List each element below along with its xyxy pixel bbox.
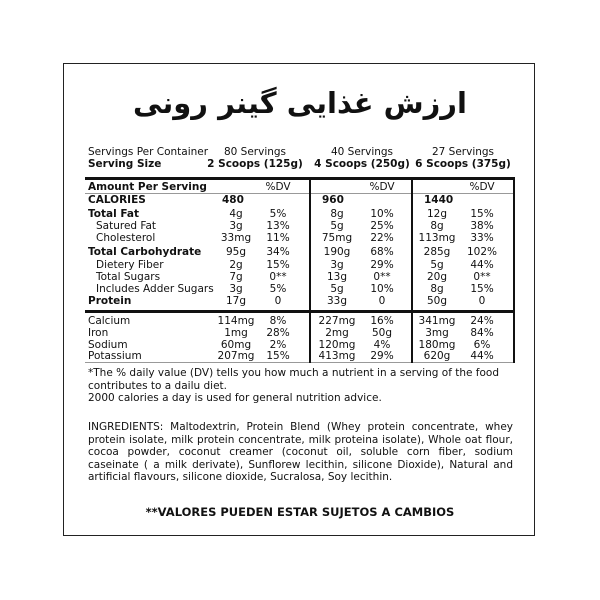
nutrient-dv: 33% xyxy=(470,232,494,244)
mineral-amount: 60mg xyxy=(220,339,252,351)
nutrient-dv: 34% xyxy=(266,246,290,258)
nutrient-amount: 13g xyxy=(326,271,348,283)
nutrient-amount: 8g xyxy=(430,283,444,295)
mineral-dv: 2% xyxy=(269,339,287,351)
nutrient-dv: 102% xyxy=(466,246,498,258)
mineral-dv: 50g xyxy=(371,327,393,339)
column-servings: 27 Servings xyxy=(431,146,495,158)
mineral-label: Calcium xyxy=(88,315,131,327)
nutrient-amount: 3g xyxy=(229,283,243,295)
nutrient-amount: 7g xyxy=(229,271,243,283)
nutrient-amount: 33g xyxy=(326,295,348,307)
nutrient-amount: 5g xyxy=(330,283,344,295)
nutrient-dv: 15% xyxy=(470,283,494,295)
mineral-dv: 8% xyxy=(269,315,287,327)
nutrient-dv: 15% xyxy=(470,208,494,220)
nutrient-dv: 13% xyxy=(266,220,290,232)
nutrient-amount: 5g xyxy=(330,220,344,232)
nutrient-amount: 33mg xyxy=(220,232,252,244)
nutrient-label: Dietery Fiber xyxy=(96,259,164,271)
dv-header: %DV xyxy=(369,181,395,193)
nutrient-dv: 68% xyxy=(370,246,394,258)
nutrient-dv: 25% xyxy=(370,220,394,232)
nutrient-amount: 4g xyxy=(229,208,243,220)
nutrient-amount: 95g xyxy=(225,246,247,258)
mineral-amount: 180mg xyxy=(418,339,456,351)
nutrient-dv: 44% xyxy=(470,259,494,271)
nutrient-label: Total Carbohydrate xyxy=(88,246,202,258)
nutrient-label: Satured Fat xyxy=(96,220,157,232)
mineral-dv: 16% xyxy=(370,315,394,327)
nutrient-dv: 5% xyxy=(269,208,287,220)
nutrient-dv: 38% xyxy=(470,220,494,232)
nutrient-amount: 190g xyxy=(323,246,351,258)
nutrient-label: Total Fat xyxy=(88,208,140,220)
nutrient-dv: 0 xyxy=(378,295,386,307)
nutrient-dv: 5% xyxy=(269,283,287,295)
nutrient-dv: 11% xyxy=(266,232,290,244)
footnote-dv: *The % daily value (DV) tells you how much a nutrient in a serving of the food contributes to a dailu diet. xyxy=(88,367,500,392)
nutrient-amount: 5g xyxy=(430,259,444,271)
mineral-amount: 413mg xyxy=(318,350,356,362)
nutrient-dv: 29% xyxy=(370,259,394,271)
nutrient-label: Includes Adder Sugars xyxy=(96,283,214,295)
nutrient-amount: 8g xyxy=(330,208,344,220)
column-servings: 80 Servings xyxy=(223,146,287,158)
column-serving-size: 2 Scoops (125g) xyxy=(207,158,303,170)
mineral-amount: 620g xyxy=(423,350,451,362)
mineral-dv: 28% xyxy=(266,327,290,339)
column-divider-3 xyxy=(513,178,515,363)
nutrient-amount: 17g xyxy=(225,295,247,307)
nutrient-dv: 0 xyxy=(274,295,282,307)
divider-bottom xyxy=(85,362,515,363)
nutrient-dv: 15% xyxy=(266,259,290,271)
nutrient-label: Cholesterol xyxy=(96,232,156,244)
column-serving-size: 4 Scoops (250g) xyxy=(314,158,410,170)
ingredients-text: INGREDIENTS: Maltodextrin, Protein Blend (Whey protein concentrate, whey protein isolate, milk protein concentrate, milk proteina isolate), Whole oat flour, cocoa powder, coconut creamer (coconut oil, soluble corn fiber, sodium caseinate ( a milk derivate), Sunflorew lecithin, silicone Dioxide), Natural and artificial flavours, silicone dioxide, Sucralosa, Soy lecithin. xyxy=(88,421,513,483)
nutrient-dv: 22% xyxy=(370,232,394,244)
mineral-dv: 84% xyxy=(470,327,494,339)
mineral-amount: 120mg xyxy=(318,339,356,351)
dv-header: %DV xyxy=(469,181,495,193)
nutrient-amount: 12g xyxy=(426,208,448,220)
nutrient-amount: 113mg xyxy=(418,232,456,244)
nutrient-dv: 10% xyxy=(370,208,394,220)
column-serving-size: 6 Scoops (375g) xyxy=(415,158,511,170)
serving-size-label: Serving Size xyxy=(88,158,162,170)
column-servings: 40 Servings xyxy=(330,146,394,158)
mineral-label: Iron xyxy=(88,327,109,339)
mineral-dv: 6% xyxy=(473,339,491,351)
nutrient-amount: 285g xyxy=(423,246,451,258)
nutrient-dv: 0** xyxy=(473,271,491,283)
servings-per-container-label: Servings Per Container xyxy=(88,146,209,158)
calories-label: CALORIES xyxy=(88,194,146,206)
calories-value: 960 xyxy=(322,194,344,206)
mineral-amount: 1mg xyxy=(224,327,248,339)
nutrient-amount: 2g xyxy=(229,259,243,271)
divider-header xyxy=(85,193,515,194)
mineral-amount: 227mg xyxy=(318,315,356,327)
nutrient-amount: 75mg xyxy=(321,232,353,244)
disclaimer: **VALORES PUEDEN ESTAR SUJETOS A CAMBIOS xyxy=(145,505,455,519)
amount-per-serving-label: Amount Per Serving xyxy=(88,181,207,193)
dv-header: %DV xyxy=(265,181,291,193)
divider-thick-mid xyxy=(85,310,515,313)
mineral-dv: 4% xyxy=(373,339,391,351)
mineral-label: Sodium xyxy=(88,339,128,351)
nutrient-dv: 0 xyxy=(478,295,486,307)
mineral-label: Potassium xyxy=(88,350,142,362)
mineral-dv: 24% xyxy=(470,315,494,327)
nutrient-amount: 50g xyxy=(426,295,448,307)
nutrient-dv: 0** xyxy=(269,271,287,283)
nutrient-dv: 0** xyxy=(373,271,391,283)
mineral-amount: 341mg xyxy=(418,315,456,327)
mineral-amount: 3mg xyxy=(425,327,449,339)
footnote-calories: 2000 calories a day is used for general nutrition advice. xyxy=(88,392,382,404)
nutrient-dv: 10% xyxy=(370,283,394,295)
mineral-amount: 207mg xyxy=(217,350,255,362)
nutrient-label: Protein xyxy=(88,295,132,307)
mineral-dv: 29% xyxy=(370,350,394,362)
mineral-dv: 15% xyxy=(266,350,290,362)
product-title: ارزش غذایی گینر رونی xyxy=(133,86,467,120)
nutrient-label: Total Sugars xyxy=(96,271,161,283)
nutrient-amount: 8g xyxy=(430,220,444,232)
nutrient-amount: 20g xyxy=(426,271,448,283)
calories-value: 480 xyxy=(222,194,244,206)
mineral-amount: 2mg xyxy=(325,327,349,339)
mineral-amount: 114mg xyxy=(217,315,255,327)
nutrient-amount: 3g xyxy=(330,259,344,271)
divider-thick-top xyxy=(85,177,515,180)
nutrient-amount: 3g xyxy=(229,220,243,232)
calories-value: 1440 xyxy=(424,194,454,206)
mineral-dv: 44% xyxy=(470,350,494,362)
